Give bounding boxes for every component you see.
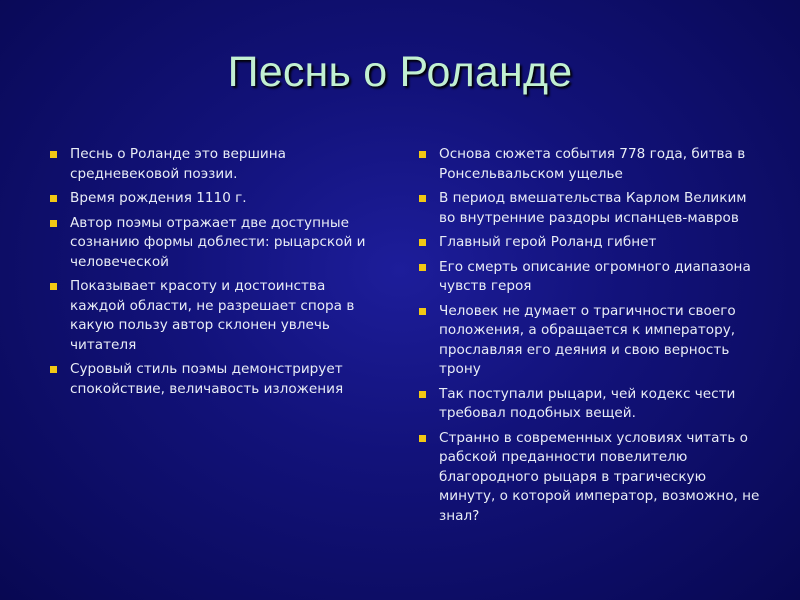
bullet-text: Показывает красоту и достоинства каждой области, не разрешает спора в какую пользу автор склонен увлечь читателя	[70, 278, 355, 353]
bullet-text: В период вмешательства Карлом Великим во внутренние раздоры испанцев-мавров	[439, 190, 747, 226]
bullet-item	[417, 145, 762, 184]
bullet-item	[48, 360, 383, 399]
bullet-item	[48, 277, 383, 355]
bullet-item	[417, 189, 762, 228]
square-bullet-icon	[419, 308, 426, 315]
square-bullet-icon	[419, 391, 426, 398]
bullet-item	[48, 145, 383, 184]
slide-title: Песнь о Роланде	[227, 48, 573, 96]
square-bullet-icon	[50, 366, 57, 373]
square-bullet-icon	[419, 151, 426, 158]
bullet-text: Человек не думает о трагичности своего положения, а обращается к императору, прославляя его деяния и свою верность трону	[439, 302, 736, 377]
bullet-item	[417, 429, 762, 527]
square-bullet-icon	[50, 195, 57, 202]
square-bullet-icon	[419, 435, 426, 442]
right-bullet-list	[417, 145, 762, 531]
bullet-item	[417, 258, 762, 297]
bullet-item	[48, 214, 383, 273]
square-bullet-icon	[419, 264, 426, 271]
bullet-text: Суровый стиль поэмы демонстрирует спокойствие, величавость изложения	[70, 361, 344, 397]
bullet-item	[417, 302, 762, 380]
square-bullet-icon	[419, 239, 426, 246]
square-bullet-icon	[419, 195, 426, 202]
bullet-text: Основа сюжета события 778 года, битва в Ронсельвальском ущелье	[439, 146, 746, 182]
bullet-item	[417, 385, 762, 424]
bullet-text: Песнь о Роланде это вершина средневековой поэзии.	[70, 146, 286, 182]
bullet-text: Его смерть описание огромного диапазона чувств героя	[439, 258, 751, 294]
bullet-text: Автор поэмы отражает две доступные сознанию формы доблести: рыцарской и человеческой	[70, 214, 366, 270]
square-bullet-icon	[50, 220, 57, 227]
bullet-item	[48, 189, 383, 209]
bullet-item	[417, 233, 762, 253]
left-bullet-list	[48, 145, 383, 404]
square-bullet-icon	[50, 151, 57, 158]
bullet-text: Так поступали рыцари, чей кодекс чести требовал подобных вещей.	[439, 385, 736, 421]
square-bullet-icon	[50, 283, 57, 290]
bullet-text: Главный герой Роланд гибнет	[439, 234, 657, 250]
bullet-text: Странно в современных условиях читать о рабской преданности повелителю благородного рыцаря в трагическую минуту, о которой император, возможно, не знал?	[439, 429, 760, 524]
bullet-text: Время рождения 1110 г.	[70, 190, 247, 206]
